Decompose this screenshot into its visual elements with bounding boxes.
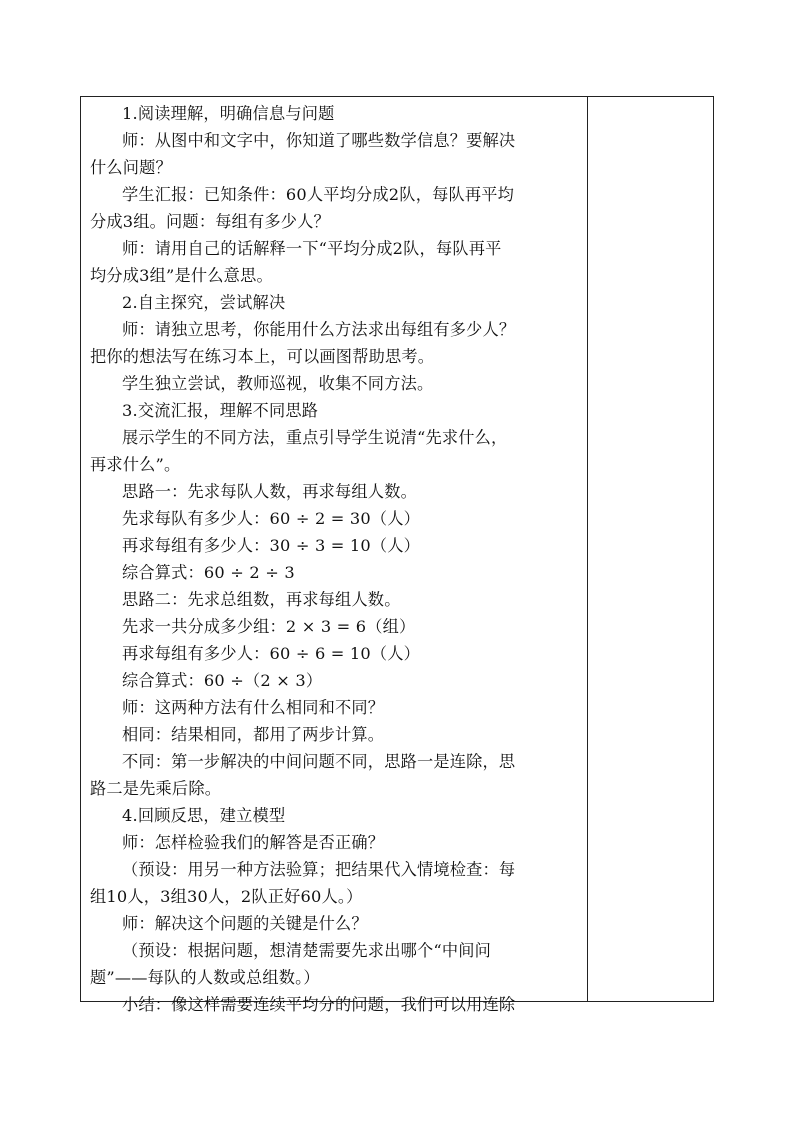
lesson-line: 思路二：先求总组数，再求每组人数。	[122, 590, 401, 609]
lesson-line: 题”——每队的人数或总组数。）	[90, 968, 320, 987]
lesson-line: 均分成3组”是什么意思。	[90, 266, 273, 285]
lesson-line: 再求什么”。	[90, 455, 181, 474]
lesson-line: 师：请用自己的话解释一下“平均分成2队，每队再平	[122, 239, 502, 258]
notes-cell	[588, 97, 713, 1001]
lesson-line: （预设：根据问题，想清楚需要先求出哪个“中间问	[122, 941, 491, 960]
lesson-line: 组10人，3组30人，2队正好60人。）	[90, 887, 363, 906]
lesson-content-cell	[90, 100, 580, 1018]
lesson-line: 相同：结果相同，都用了两步计算。	[122, 725, 385, 744]
lesson-line: 再求每组有多少人：60 ÷ 6 = 10（人）	[122, 644, 421, 663]
lesson-line: 师：这两种方法有什么相同和不同？	[122, 698, 385, 717]
lesson-line: 先求一共分成多少组：2 × 3 = 6（组）	[122, 617, 416, 636]
lesson-table	[80, 96, 714, 1014]
lesson-line: 4.回顾反思，建立模型	[122, 806, 286, 825]
lesson-line: 思路一：先求每队人数，再求每组人数。	[122, 482, 417, 501]
lesson-line: 3.交流汇报，理解不同思路	[122, 401, 319, 420]
lesson-line: 学生独立尝试，教师巡视，收集不同方法。	[122, 374, 434, 393]
lesson-line: 1.阅读理解，明确信息与问题	[122, 104, 335, 123]
lesson-line: 学生汇报：已知条件：60人平均分成2队，每队再平均	[122, 185, 515, 204]
lesson-line: 展示学生的不同方法，重点引导学生说清“先求什么，	[122, 428, 508, 447]
lesson-line: 综合算式：60 ÷（2 × 3）	[122, 671, 323, 690]
lesson-line: 师：怎样检验我们的解答是否正确？	[122, 833, 385, 852]
lesson-line: 先求每队有多少人：60 ÷ 2 = 30（人）	[122, 509, 421, 528]
lesson-line: 综合算式：60 ÷ 2 ÷ 3	[122, 563, 295, 582]
lesson-line: 再求每组有多少人：30 ÷ 3 = 10（人）	[122, 536, 421, 555]
lesson-line: 师：解决这个问题的关键是什么？	[122, 914, 368, 933]
lesson-line: 把你的想法写在练习本上，可以画图帮助思考。	[90, 347, 435, 366]
lesson-line: 小结：像这样需要连续平均分的问题，我们可以用连除	[122, 995, 516, 1014]
lesson-line: 师：请独立思考，你能用什么方法求出每组有多少人？	[122, 320, 516, 339]
lesson-line: 分成3组。问题：每组有多少人？	[90, 212, 330, 231]
lesson-line: 2.自主探究，尝试解决	[122, 293, 286, 312]
lesson-line: 路二是先乘后除。	[90, 779, 222, 798]
lesson-line: 什么问题？	[90, 158, 172, 177]
lesson-line: 不同：第一步解决的中间问题不同，思路一是连除，思	[122, 752, 516, 771]
lesson-line: 师：从图中和文字中，你知道了哪些数学信息？要解决	[122, 131, 516, 150]
lesson-line: （预设：用另一种方法验算；把结果代入情境检查：每	[122, 860, 516, 879]
